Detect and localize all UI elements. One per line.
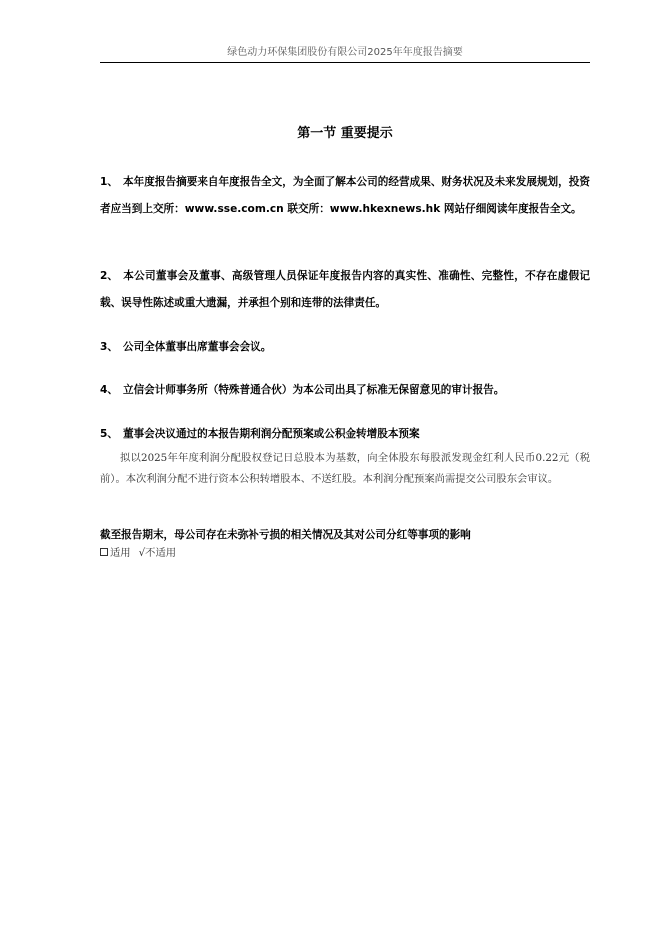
checkbox-empty-icon [100, 548, 108, 556]
notice-item-text: 立信会计师事务所（特殊普通合伙）为本公司出具了标准无保留意见的审计报告。 [123, 384, 505, 396]
notice-item-number: 3、 [100, 341, 118, 353]
notice-item-text: 董事会决议通过的本报告期利润分配预案或公积金转增股本预案 [123, 428, 420, 440]
notice-item-number: 5、 [100, 428, 118, 440]
notice-item-number: 4、 [100, 384, 118, 396]
notice-item-5 [100, 426, 590, 442]
notice-item-text: 本公司董事会及董事、高级管理人员保证年度报告内容的真实性、准确性、完整性，不存在虚假记载、误导性陈述或重大遗漏，并承担个别和连带的法律责任。 [100, 270, 590, 309]
header-divider [100, 62, 590, 63]
notice-item-text: 公司全体董事出席董事会会议。 [123, 341, 272, 353]
option-applicable: 适用 [110, 547, 131, 559]
profit-distribution-plan: 拟以2025年年度利润分配股权登记日总股本为基数，向全体股东每股派发现金红利人民币0.22元（税前）。本次利润分配不进行资本公积转增股本、不送红股。本利润分配预案尚需提交公司股东会审议。 [100, 452, 590, 485]
notice-item-number: 1、 [100, 176, 118, 188]
notice-item-text: 本年度报告摘要来自年度报告全文，为全面了解本公司的经营成果、财务状况及未来发展规划，投资者应当到上交所：www.sse.com.cn 联交所：www.hkexnews.hk 网站仔细阅读年度报告全文。 [100, 176, 590, 215]
option-not-applicable: √不适用 [138, 547, 177, 559]
applicability-options [100, 545, 590, 561]
notice-item-3 [100, 334, 590, 361]
page-header: 绿色动力环保集团股份有限公司2025年年度报告摘要 [227, 47, 463, 58]
notice-item-4 [100, 377, 590, 404]
notice-item-1 [100, 169, 590, 222]
notice-item-number: 2、 [100, 270, 118, 282]
uncovered-loss-heading: 截至报告期末，母公司存在未弥补亏损的相关情况及其对公司分红等事项的影响 [100, 529, 471, 541]
notice-item-2 [100, 263, 590, 316]
section-title: 第一节 重要提示 [297, 126, 393, 141]
